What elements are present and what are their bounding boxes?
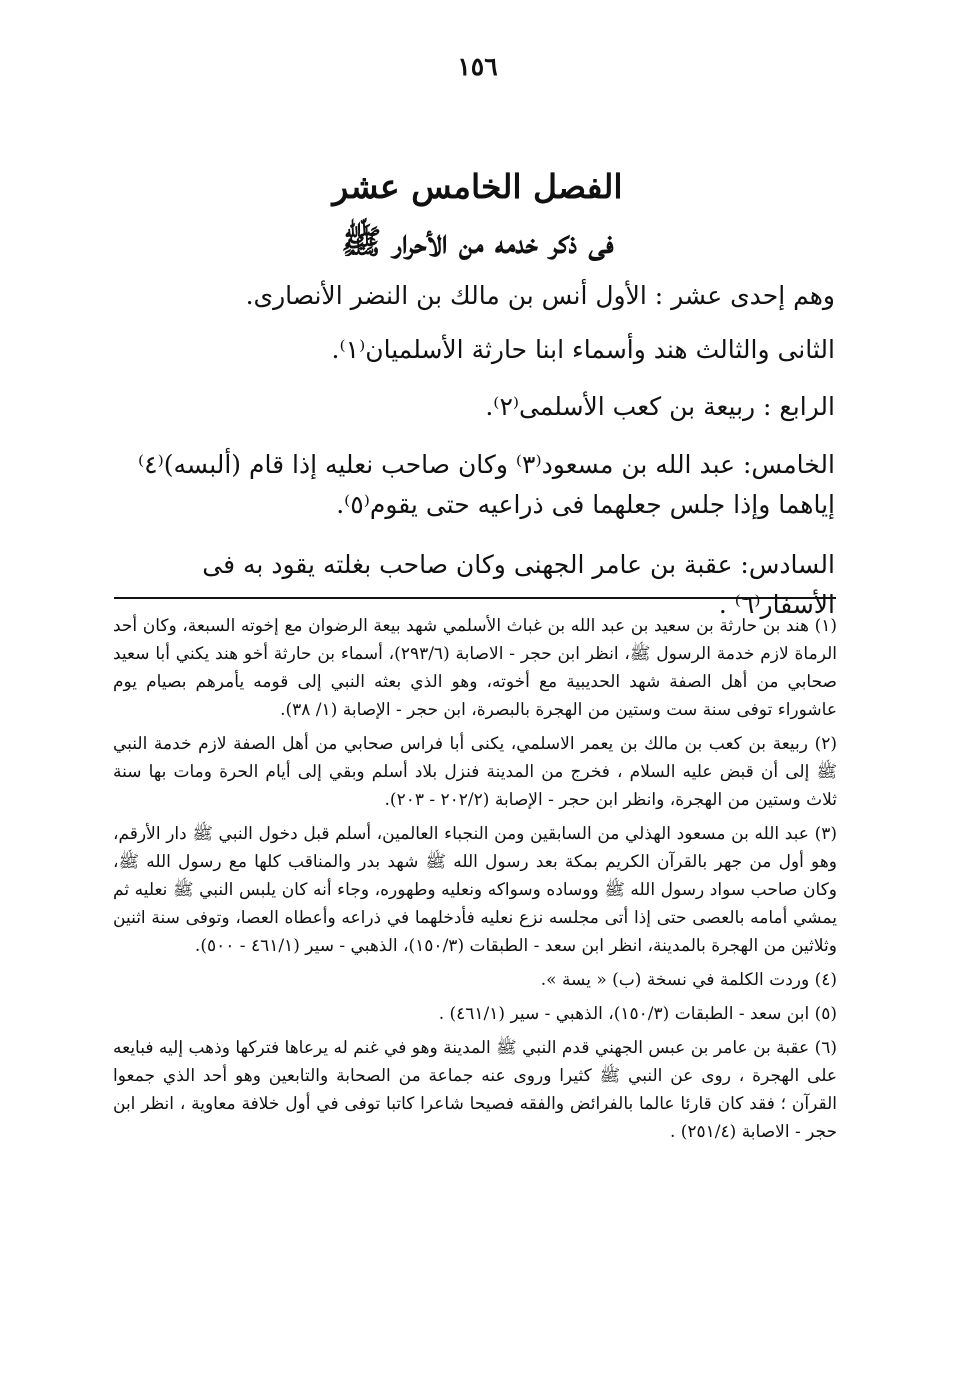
footnote-5: (٥) ابن سعد - الطبقات (١٥٠/٣)، الذهبي - سير (٤٦١/١) . <box>438 1004 837 1024</box>
paragraph-second-third: الثانى والثالث هند وأسماء ابنا حارثة الأسلميان⁽١⁾. <box>331 335 835 364</box>
footnote-3: (٣) عبد الله بن مسعود الهذلي من السابقين ومن النجباء العالمين، أسلم قبل دخول النبي ﷺ دار الأرقم، وهو أول من جهر بالقرآن الكريم بمكة بعد رسول الله ﷺ شهد بدر والمناقب كلها مع رسول الله ﷺ، وكان صاحب سواد رسول الله ﷺ ووساده وسواكه ونعليه وطهوره، وجاء أنه كان يلبس النبي ﷺ نعليه ثم يمشي أمامه بالعصى حتى إذا أتى مجلسه نزع نعليه فأدخلهما في ذراعه وأعطاه العصا، وتوفى سنة اثنين وثلاثين من الهجرة بالمدينة، انظر ابن سعد - الطبقات (١٥٠/٣)، الذهبي - سير (٤٦١/١ - ٥٠٠). <box>113 824 837 956</box>
footnotes-section <box>113 612 837 1152</box>
paragraph-servants-count: وهم إحدى عشر : الأول أنس بن مالك بن النضر الأنصارى. <box>245 281 835 310</box>
paragraph-sixth: السادس: عقبة بن عامر الجهنى وكان صاحب بغلته يقود به فى الأسفار⁽٦⁾ . <box>202 550 835 619</box>
footnote-separator <box>114 597 836 599</box>
footnote-6: (٦) عقبة بن عامر بن عبس الجهني قدم النبي ﷺ المدينة وهو في غنم له يرعاها فتركها وذهب إليه فبايعه على الهجرة ، روى عن النبي ﷺ كثيرا وروى عنه جماعة من الصحابة والتابعين وهو أحد الذي جمعوا القرآن ؛ فقد كان قارئا عالما بالفرائض والفقه فصيحا شاعرا كاتبا توفى في أول خلافة معاوية ، انظر ابن حجر - الاصابة (٢٥١/٤) . <box>113 1038 837 1142</box>
paragraph-fourth: الرابع : ربيعة بن كعب الأسلمى⁽٢⁾. <box>485 392 835 421</box>
chapter-title: الفصل الخامس عشر <box>332 167 623 206</box>
footnote-1: (١) هند بن حارثة بن سعيد بن عبد الله بن غباث الأسلمي شهد بيعة الرضوان مع إخوته السبعة، وكان أحد الرماة لازم خدمة الرسول ﷺ، انظر ابن حجر - الاصابة (٢٩٣/٦)، أسماء بن حارثة أخو هند يكني أبا سعيد صحابي من أهل الصفة شهد الحديبية مع أخوته، وهو الذي بعثه النبي إلى قومه يأمرهم بصيام يوم عاشوراء توفى سنة ست وستين من الهجرة بالبصرة، ابن حجر - الإصابة (١/ ٣٨). <box>113 616 837 720</box>
paragraph-fifth: الخامس: عبد الله بن مسعود⁽٣⁾ وكان صاحب نعليه إذا قام (ألبسه)⁽٤⁾ إياهما وإذا جلس جعلهما فى ذراعيه حتى يقوم⁽٥⁾. <box>138 450 835 519</box>
footnote-2: (٢) ربيعة بن كعب بن مالك بن يعمر الاسلمي، يكنى أبا فراس صحابي من أهل الصفة لازم خدمة النبي ﷺ إلى أن قبض عليه السلام ، فخرج من المدينة فنزل بلاد أسلم وبقي إلى أيام الحرة ومات بها سنة ثلاث وستين من الهجرة، وانظر ابن حجر - الإصابة (٢٠٢/٢ - ٢٠٣). <box>113 734 837 810</box>
footnote-4: (٤) وردت الكلمة في نسخة (ب) « يسة ». <box>540 970 837 990</box>
chapter-subtitle: فى ذكر خدمه من الأحرار ﷺ <box>341 222 614 261</box>
page-number: ١٥٦ <box>457 52 498 81</box>
